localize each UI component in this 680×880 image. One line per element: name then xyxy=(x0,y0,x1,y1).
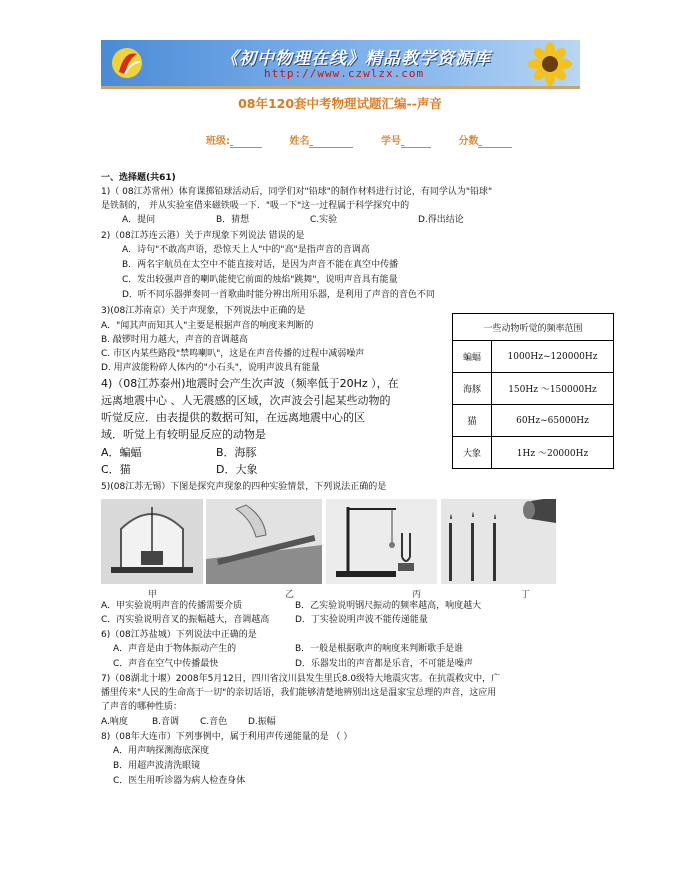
label-yi: 乙 xyxy=(285,590,295,600)
q4-line1: 4)（08江苏泰州)地震时会产生次声波（频率低于20Hz ），在 xyxy=(101,377,399,390)
sunflower-icon xyxy=(520,42,574,86)
q7-line1: 7)（08湖北十堰）2008年5月12日，四川省汶川县发生里氏8.0级特大地震灾害。在抗震救灾中，广 xyxy=(101,674,501,684)
q7-option-a[interactable]: A.响度 xyxy=(101,717,128,727)
range-cell: 150Hz ～150000Hz xyxy=(492,373,614,405)
name-field[interactable] xyxy=(309,136,353,148)
student-id-field[interactable] xyxy=(401,136,431,148)
label-bing: 丙 xyxy=(412,590,422,600)
score-field[interactable] xyxy=(478,136,512,148)
q8-option-a[interactable]: A．用声呐探测海底深度 xyxy=(113,746,210,756)
table-row xyxy=(453,341,614,373)
q4-line3: 听觉反应．由表提供的数据可知，在远离地震中心的区 xyxy=(101,411,365,424)
experiment-jia-image xyxy=(101,499,203,584)
header-banner xyxy=(101,40,580,89)
q3-stem: 3)(08江苏南京）关于声现象，下列说法中正确的是 xyxy=(101,306,306,316)
q8-stem: 8)（08年大连市）下列事例中，属于利用声传递能量的是 （ ） xyxy=(101,732,353,742)
class-field[interactable] xyxy=(230,136,262,148)
q3-option-c[interactable]: C. 市区内某些路段"禁鸣喇叭"，这是在声音传播的过程中减弱噪声 xyxy=(101,349,365,359)
q5-option-c[interactable]: C．丙实验说明音叉的振幅越大，音调越高 xyxy=(101,615,270,625)
q6-option-c[interactable]: C．声音在空气中传播最快 xyxy=(113,659,219,669)
q8-option-c[interactable]: C．医生用听诊器为病人检查身体 xyxy=(113,776,246,786)
q4-option-b[interactable]: B．海豚 xyxy=(216,446,257,459)
animal-cell: 大象 xyxy=(453,437,492,469)
q2-stem: 2)（08江苏连云港）关于声现象下列说法 错误的是 xyxy=(101,231,305,241)
q4-option-a[interactable]: A．蝙蝠 xyxy=(101,446,142,459)
q1-option-a[interactable]: A．提问 xyxy=(122,215,156,225)
experiment-ding-image xyxy=(441,499,556,584)
q3-option-b[interactable]: B. 敲锣时用力越大，声音的音调越高 xyxy=(101,335,248,345)
q4-line2: 远离地震中心 、人无震感的区域，次声波会引起某些动物的 xyxy=(101,394,391,407)
q5-option-b[interactable]: B．乙实验说明钢尺振动的频率越高，响度越大 xyxy=(295,601,482,611)
range-cell: 1000Hz~120000Hz xyxy=(492,341,614,373)
class-label: 班级: xyxy=(206,136,230,147)
table-title: 一些动物听觉的频率范围 xyxy=(453,314,614,341)
q6-stem: 6)（08江苏盐城）下列说法中正确的是 xyxy=(101,630,257,640)
q1-option-c[interactable]: C.实验 xyxy=(310,215,338,225)
experiment-yi-image xyxy=(206,499,322,584)
table-row xyxy=(453,373,614,405)
q8-option-b[interactable]: B．用超声波清洗眼镜 xyxy=(113,761,201,771)
label-ding: 丁 xyxy=(521,590,531,600)
q4-option-c[interactable]: C．猫 xyxy=(101,463,131,476)
q5-stem: 5)(08江苏无锡）下图是探究声现象的四种实验情景，下列说法正确的是 xyxy=(101,482,387,492)
hearing-frequency-table xyxy=(452,313,614,469)
animal-cell: 海豚 xyxy=(453,373,492,405)
q3-option-a[interactable]: A．"闻其声而知其人"主要是根据声音的响度来判断的 xyxy=(101,321,314,331)
q6-option-a[interactable]: A．声音是由于物体振动产生的 xyxy=(113,644,237,654)
q5-option-a[interactable]: A．甲实验说明声音的传播需要介质 xyxy=(101,601,243,611)
table-row xyxy=(453,405,614,437)
q2-option-d[interactable]: D．听不同乐器弹奏同一首歌曲时能分辨出所用乐器，是利用了声音的音色不同 xyxy=(122,290,435,300)
section-heading: 一、选择题(共61) xyxy=(101,173,176,183)
q6-option-d[interactable]: D．乐器发出的声音都是乐音，不可能是噪声 xyxy=(295,659,473,669)
q7-line3: 了声音的哪种性质： xyxy=(101,702,183,712)
label-jia: 甲 xyxy=(148,590,158,600)
banner-url[interactable]: http://www.czwlzx.com xyxy=(264,67,425,80)
q1-line2: 是铁制的， 并从实验室借来磁铁吸一下．"吸一下"这一过程属于科学探究中的 xyxy=(101,201,410,211)
q5-option-d[interactable]: D．丁实验说明声波不能传递能量 xyxy=(295,615,428,625)
student-id-label: 学号 xyxy=(380,136,401,147)
q4-line4: 域．听觉上有较明显反应的动物是 xyxy=(101,428,266,441)
q1-option-d[interactable]: D.得出结论 xyxy=(418,215,464,225)
q3-option-d[interactable]: D. 用声波能粉碎人体内的"小石头"，说明声波具有能量 xyxy=(101,363,320,373)
q2-option-b[interactable]: B．两名宇航员在太空中不能直接对话，是因为声音不能在真空中传播 xyxy=(122,260,399,270)
score-label: 分数 xyxy=(458,136,479,147)
animal-cell: 猫 xyxy=(453,405,492,437)
range-cell: 60Hz~65000Hz xyxy=(492,405,614,437)
student-info-row xyxy=(206,132,536,148)
table-row xyxy=(453,437,614,469)
q7-line2: 播里传来"人民的生命高于一切"的亲切话语，我们能够清楚地辨别出这是温家宝总理的声音，这应用 xyxy=(101,688,497,698)
q7-option-d[interactable]: D.振幅 xyxy=(248,717,276,727)
banner-title: 《初中物理在线》精品教学资源库 xyxy=(221,49,491,69)
q1-line1: 1)（ 08江苏常州）体育课掷铅球活动后，同学们对"铅球"的制作材料进行讨论，有同学认为"铅球" xyxy=(101,187,493,197)
q2-option-a[interactable]: A．诗句"不敢高声语，恐惊天上人"中的"高"是指声音的音调高 xyxy=(122,245,370,255)
q1-option-b[interactable]: B．猜想 xyxy=(216,215,250,225)
q6-option-b[interactable]: B．一般是根据歌声的响度来判断歌手是谁 xyxy=(295,644,464,654)
name-label: 姓名 xyxy=(289,136,310,147)
animal-cell: 蝙蝠 xyxy=(453,341,492,373)
experiment-bing-image xyxy=(326,499,437,584)
q7-option-c[interactable]: C.音色 xyxy=(200,717,228,727)
q7-option-b[interactable]: B.音调 xyxy=(152,717,180,727)
q4-option-d[interactable]: D．大象 xyxy=(216,463,258,476)
site-logo-icon xyxy=(109,46,145,80)
document-title: 08年120套中考物理试题汇编--声音 xyxy=(238,96,442,111)
range-cell: 1Hz ～20000Hz xyxy=(492,437,614,469)
q2-option-c[interactable]: C．发出较强声音的喇叭能使它前面的烛焰"跳舞"，说明声音具有能量 xyxy=(122,275,398,285)
